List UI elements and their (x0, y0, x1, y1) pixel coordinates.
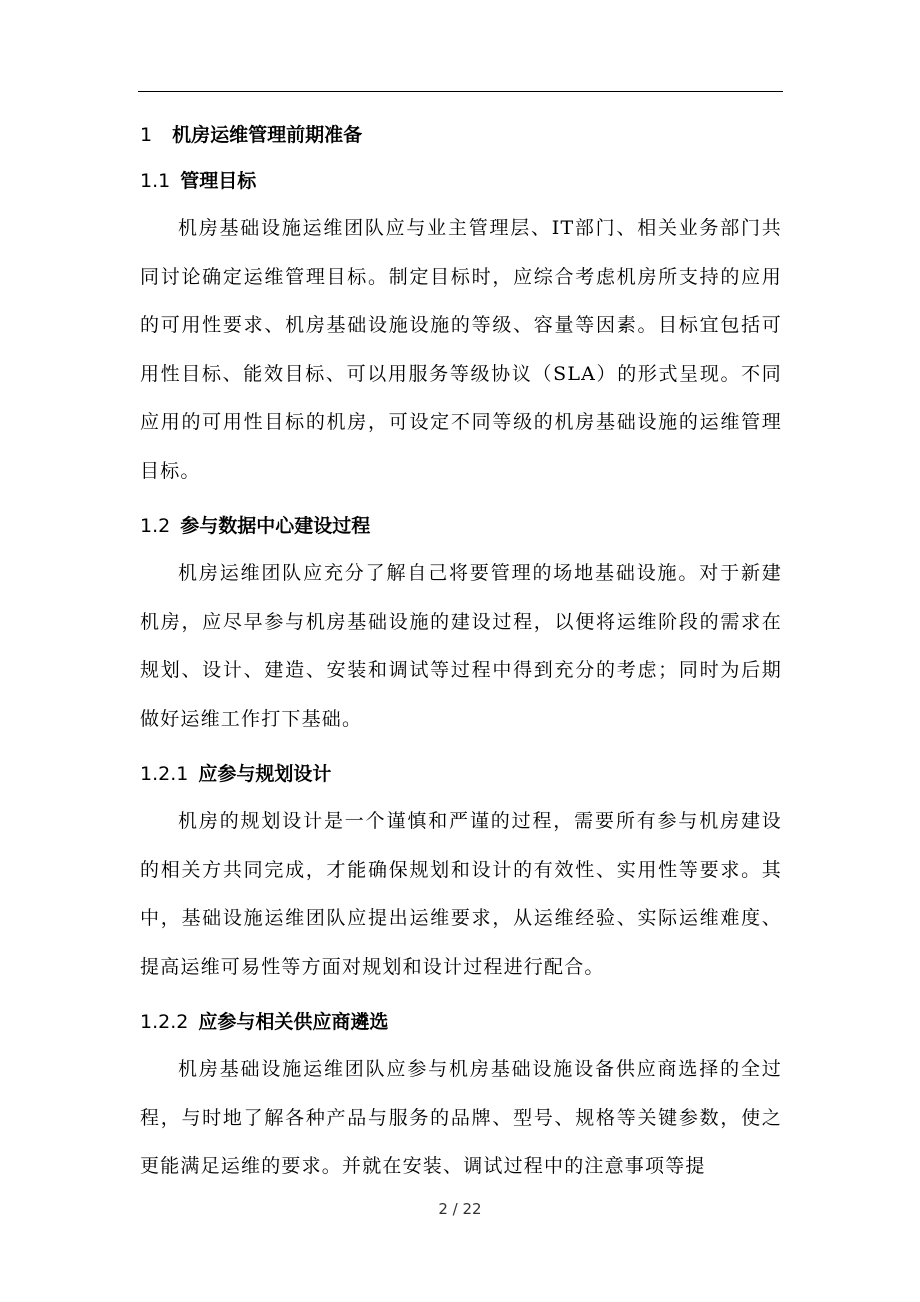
heading-number: 1.1 (140, 170, 171, 192)
heading-number: 1.2.1 (140, 763, 189, 785)
paragraph-construction-process: 机房运维团队应充分了解自己将要管理的场地基础设施。对于新建机房，应尽早参与机房基础设施的建设过程，以便将运维阶段的需求在规划、设计、建造、安装和调试等过程中得到充分的考虑；同时为后期做好运维工作打下基础。 (140, 562, 782, 730)
heading-title: 应参与规划设计 (198, 763, 332, 785)
document-body (140, 108, 782, 1191)
paragraph-planning-design: 机房的规划设计是一个谨慎和严谨的过程，需要所有参与机房建设的相关方共同完成，才能确保规划和设计的有效性、实用性等要求。其中，基础设施运维团队应提出运维要求，从运维经验、实际运维难度、提高运维可易性等方面对规划和设计过程进行配合。 (140, 810, 782, 978)
heading-1-2 (140, 511, 782, 541)
paragraph-supplier-selection: 机房基础设施运维团队应参与机房基础设施设备供应商选择的全过程，与时地了解各种产品与服务的品牌、型号、规格等关键参数，使之更能满足运维的要求。并就在安装、调试过程中的注意事项等提 (140, 1058, 782, 1177)
heading-title: 机房运维管理前期准备 (172, 124, 363, 146)
heading-1 (140, 120, 782, 150)
header-rule (138, 91, 783, 92)
heading-title: 管理目标 (180, 170, 257, 192)
heading-1-2-2 (140, 1007, 782, 1037)
heading-title: 应参与相关供应商遴选 (198, 1011, 389, 1033)
page-number: 2 / 22 (438, 1200, 482, 1218)
heading-1-1 (140, 166, 782, 196)
heading-number: 1.2 (140, 515, 171, 537)
heading-title: 参与数据中心建设过程 (180, 515, 371, 537)
heading-1-2-1 (140, 759, 782, 789)
heading-number: 1 (140, 124, 153, 146)
paragraph-management-goals: 机房基础设施运维团队应与业主管理层、IT部门、相关业务部门共同讨论确定运维管理目标。制定目标时，应综合考虑机房所支持的应用的可用性要求、机房基础设施设施的等级、容量等因素。目标宜包括可用性目标、能效目标、可以用服务等级协议（SLA）的形式呈现。不同应用的可用性目标的机房，可设定不同等级的机房基础设施的运维管理目标。 (140, 217, 782, 482)
heading-number: 1.2.2 (140, 1011, 189, 1033)
